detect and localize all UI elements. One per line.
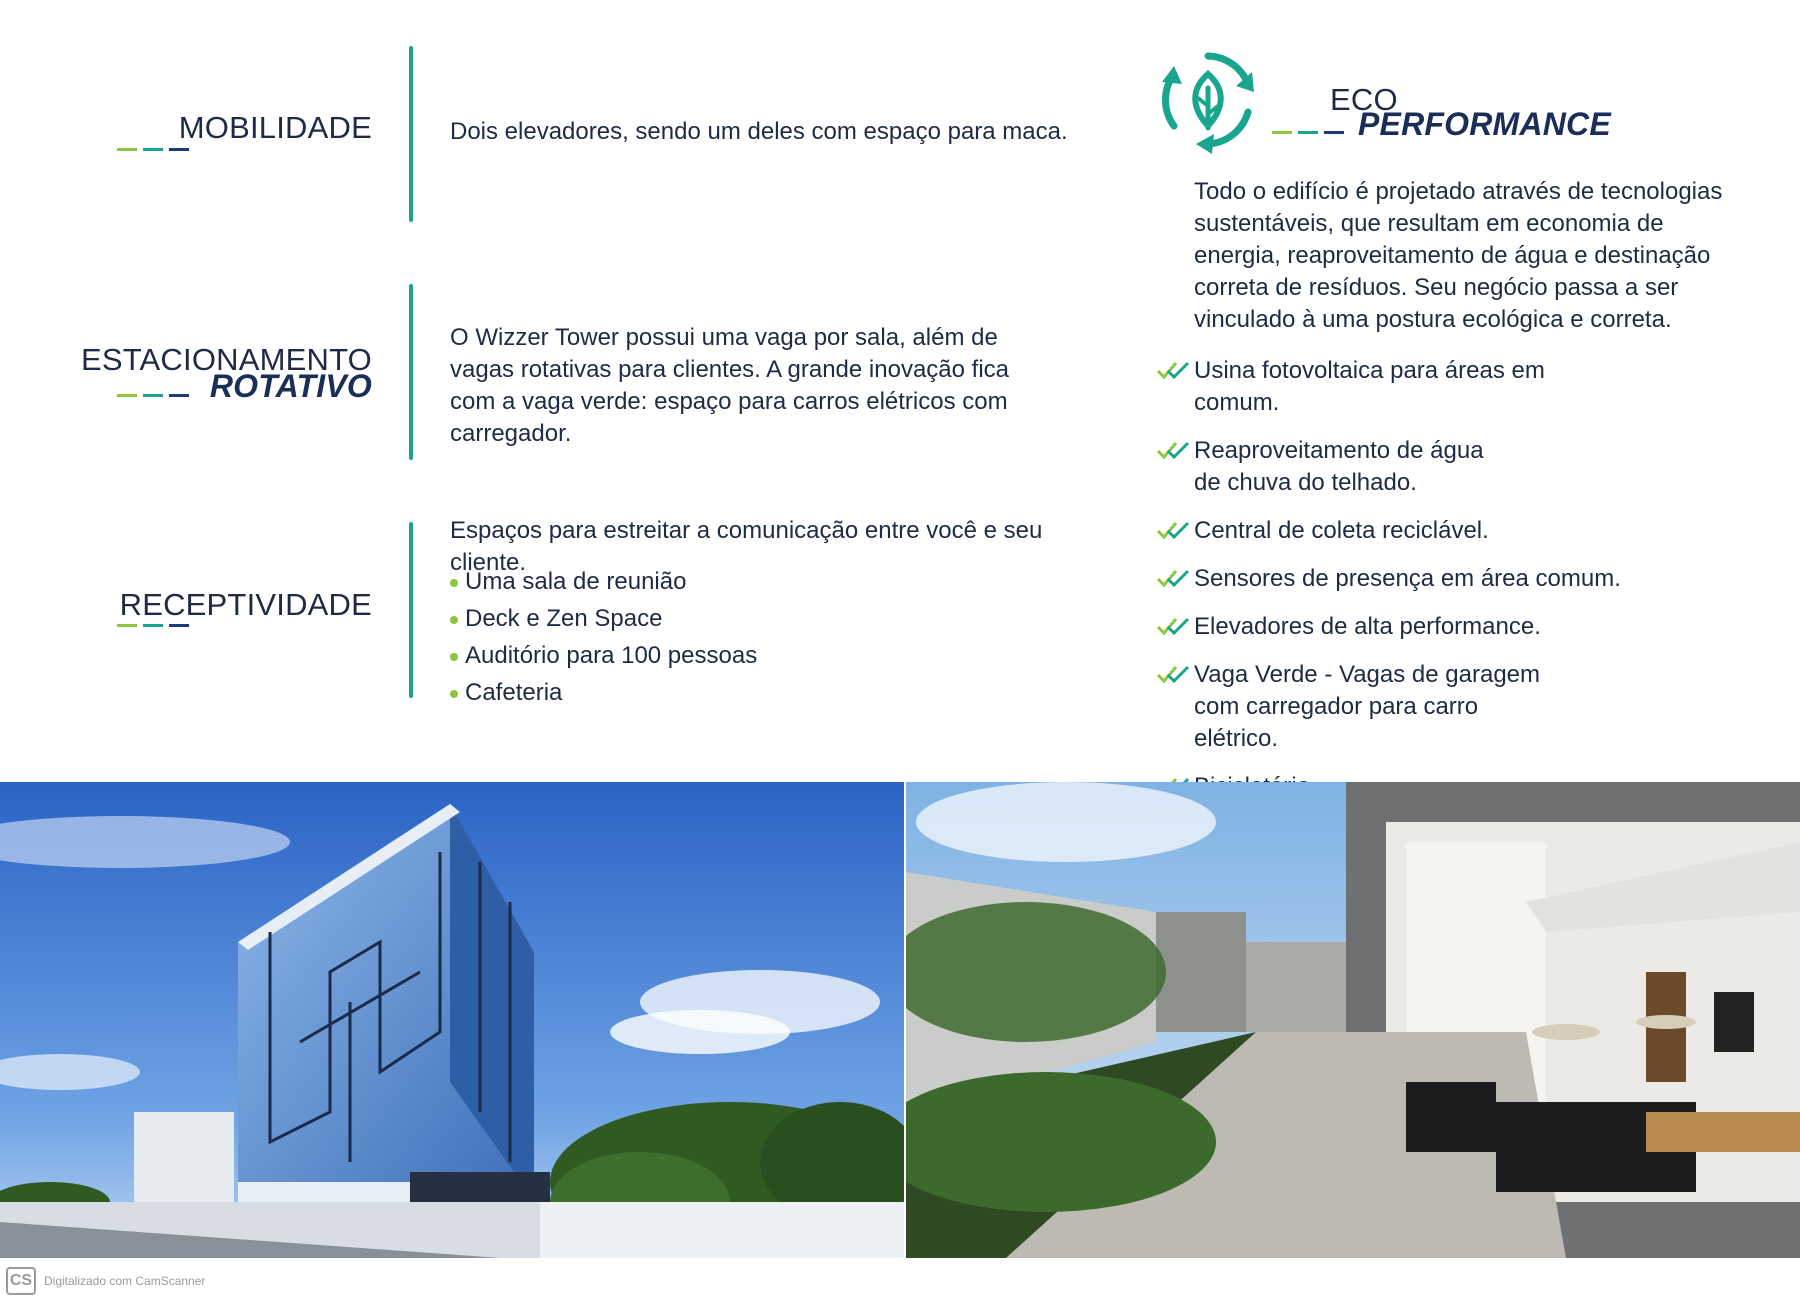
section-divider: [409, 284, 413, 460]
mobilidade-text: Dois elevadores, sendo um deles com espaço para maca.: [450, 118, 1068, 145]
heading-mobilidade-text: MOBILIDADE: [178, 110, 372, 145]
estacionamento-text: O Wizzer Tower possui uma vaga por sala, além de vagas rotativas para clientes. A grande inovação fica com a vaga verde: espaço para carros elétricos com carregador.: [450, 324, 1010, 447]
eco-description: Todo o edifício é projetado através de tecnologias sustentáveis, que resultam em economia de energia, reaproveitamento de água e destinação correta de resíduos. Seu negócio passa a ser vinculado à uma postura ecológica e correta.: [1194, 178, 1723, 333]
double-check-icon: [1156, 615, 1190, 637]
list-item: Cafeteria: [448, 674, 848, 711]
list-item: Reaproveitamento de água de chuva do telhado.: [1156, 435, 1626, 499]
scanner-logo: CS: [6, 1267, 36, 1295]
heading-rotativo-text: ROTATIVO: [209, 368, 372, 404]
heading-estacionamento-line1: ESTACIONAMENTO: [80, 342, 372, 377]
double-check-icon: [1156, 519, 1190, 541]
heading-performance: [1358, 108, 1611, 140]
double-check-icon: [1156, 663, 1190, 685]
scanner-text: Digitalizado com CamScanner: [44, 1274, 206, 1288]
list-item: Deck e Zen Space: [448, 600, 848, 637]
heading-eco-text: ECO: [1330, 82, 1398, 117]
list-item: Vaga Verde - Vagas de garagem com carregador para carro elétrico.: [1156, 659, 1626, 755]
receptividade-intro: Espaços para estreitar a comunicação entre você e seu cliente.: [450, 517, 1043, 576]
heading-dashes: [117, 624, 189, 627]
section-divider: [409, 522, 413, 698]
heading-dashes: [117, 148, 189, 151]
list-item: Sensores de presença em área comum.: [1156, 563, 1626, 595]
heading-dashes: [117, 394, 189, 397]
double-check-icon: [1156, 567, 1190, 589]
list-item: Central de coleta reciclável.: [1156, 515, 1626, 547]
heading-estacionamento-rotativo: [190, 370, 372, 402]
recycle-leaf-icon: [1152, 44, 1264, 156]
receptividade-list: [448, 563, 848, 711]
heading-dashes: [1272, 131, 1344, 134]
scanner-watermark: [6, 1267, 205, 1295]
list-item: Usina fotovoltaica para áreas em comum.: [1156, 355, 1626, 419]
building-exterior-photo: [0, 782, 904, 1258]
double-check-icon: [1156, 359, 1190, 381]
list-item: Auditório para 100 pessoas: [448, 637, 848, 674]
list-item: Uma sala de reunião: [448, 563, 848, 600]
double-check-icon: [1156, 439, 1190, 461]
terrace-photo: [906, 782, 1800, 1258]
heading-receptividade-text: RECEPTIVIDADE: [119, 587, 372, 622]
heading-receptividade: [100, 589, 372, 620]
eco-features-list: [1156, 355, 1626, 803]
section-divider: [409, 46, 413, 222]
heading-mobilidade: [100, 112, 372, 143]
heading-performance-text: PERFORMANCE: [1358, 106, 1611, 142]
list-item: Elevadores de alta performance.: [1156, 611, 1626, 643]
